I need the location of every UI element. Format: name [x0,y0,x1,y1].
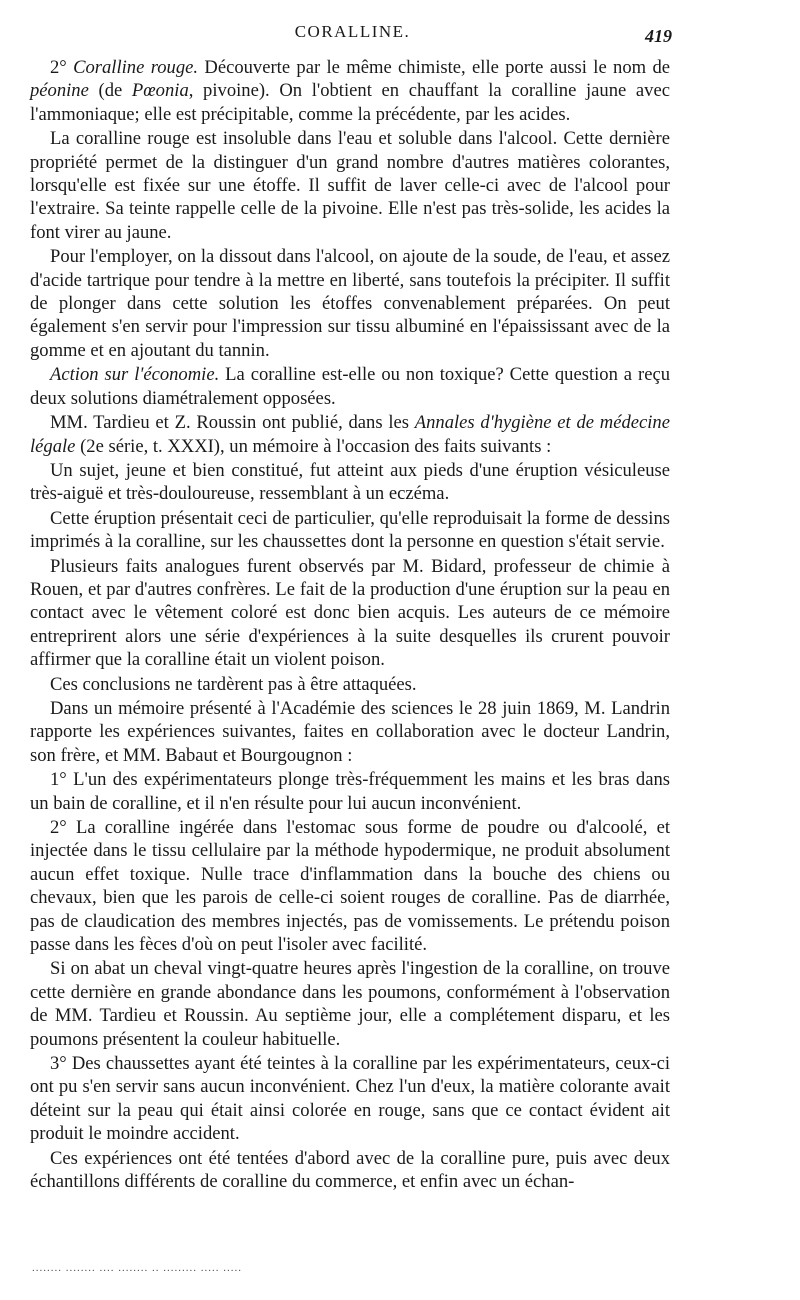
text-run: Cette éruption présentait ceci de particulier, qu'elle reproduisait la forme de dessins imprimés à la coralline, sur les chaussettes dont la personne en question s'était servie. [30,507,670,553]
paragraph [30,1147,670,1194]
footer-leader-dots: ........ ........ .... ........ .. ......... ..... ..... [32,1262,242,1274]
italic-text: Annales d'hygiène et de médecine légale [30,412,670,457]
italic-text: Coralline rouge. [73,57,199,78]
paragraph [30,245,670,362]
text-run: La coralline rouge est insoluble dans l'eau et soluble dans l'alcool. Cette dernière propriété permet de la distinguer d'un grand nombre d'autres matières colorantes, lorsqu'elle est fixée sur une étoffe. Il suffit de laver celle-ci avec de l'alcool pour l'extraire. Sa teinte rappelle celle de la pivoine. Elle n'est pas très-solide, les acides la font virer au jaune. [30,128,670,243]
italic-text: péonine [30,80,89,102]
text-run: (2e série, t. XXXI), un mémoire à l'occasion des faits suivants : [75,435,552,457]
text-run: Ces conclusions ne tardèrent pas à être attaquées. [50,673,417,695]
text-run: MM. Tardieu et Z. Roussin ont publié, dans les [50,412,415,434]
text-run: 2° [50,57,74,78]
text-run: 2° La coralline ingérée dans l'estomac sous forme de poudre ou d'alcoolé, et injectée dans le tissu cellulaire par la méthode hypodermique, ne produit absolument aucun effet toxique. Nulle trace d'inflammation dans la bouche des chiens ou chevaux, bien que les parois de celle-ci soient rouges de coralline. Pas de diarrhée, pas de claudication des membres injectés, pas de vomissements. Le prétendu poison passe dans les fèces d'où on peut l'isoler avec facilité. [30,817,670,956]
paragraph [30,957,670,1051]
italic-text: Pœonia [131,80,189,102]
italic-text: Action sur l'économie. [50,364,220,386]
paragraph [30,507,670,554]
text-run: Ces expériences ont été tentées d'abord avec de la coralline pure, puis avec deux échantillons différents de coralline du commerce, et enfin avec un échan- [30,1147,670,1193]
paragraph [30,1052,670,1146]
paragraph [30,555,670,672]
paragraph [30,411,670,458]
paragraph [30,816,670,956]
page-number: 419 [645,26,672,46]
text-run: Si on abat un cheval vingt-quatre heures après l'ingestion de la coralline, on trouve cette dernière en grande abondance dans les poumons, conformément à l'observation de MM. Tardieu et Roussin. Au septième jour, elle a complétement disparu, et les poumons présentent la couleur habituelle. [30,958,670,1050]
paragraph [30,697,670,767]
text-run: Plusieurs faits analogues furent observés par M. Bidard, professeur de chimie à Rouen, et par d'autres confrères. Le fait de la production d'une éruption sur la peau en contact avec le vêtement coloré est donc bien acquis. Les auteurs de ce mémoire entreprirent alors une série d'expériences à la suite desquelles ils crurent pouvoir affirmer que la coralline était un violent poison. [30,555,670,671]
paragraph [30,768,670,815]
paragraph [30,673,670,696]
text-run: (de [88,80,132,102]
paragraph [30,363,670,410]
running-head: CORALLINE. [294,22,411,41]
text-run: Découverte par le même chimiste, elle porte aussi le nom de [198,57,670,78]
paragraph [30,127,670,244]
text-run: La coralline est-elle ou non toxique? Cette question a reçu deux solutions diamétralement opposées. [30,364,671,409]
text-run: , pivoine). On l'obtient en chauffant la coralline jaune avec l'ammoniaque; elle est précipitable, comme la précédente, par les acides. [30,80,670,125]
text-run: Un sujet, jeune et bien constitué, fut atteint aux pieds d'une éruption vésiculeuse très-aiguë et très-douloureuse, ressemblant à un eczéma. [30,459,670,505]
body-text [30,56,670,1194]
text-run: Dans un mémoire présenté à l'Académie des sciences le 28 juin 1869, M. Landrin rapporte les expériences suivantes, faites en collaboration avec le docteur Landrin, son frère, et MM. Babaut et Bourgougnon : [30,697,670,766]
paragraph [30,459,670,506]
text-run: 3° Des chaussettes ayant été teintes à la coralline par les expérimentateurs, ceux-ci ont pu s'en servir sans aucun inconvénient. Chez l'un d'eux, la matière colorante avait déteint sur la peau qui était ainsi colorée en rouge, sans que ce contact évident ait produit le moindre accident. [30,1053,670,1145]
text-run: Pour l'employer, on la dissout dans l'alcool, on ajoute de la soude, de l'eau, et assez d'acide tartrique pour tendre à la mettre en liberté, sans toutefois la précipiter. Il suffit de plonger dans cette solution les étoffes convenablement préparées. On peut également s'en servir pour l'impression sur tissu albuminé en l'épaississant avec de la gomme et en ajoutant du tannin. [30,246,670,361]
paragraph [30,56,670,126]
text-run: 1° L'un des expérimentateurs plonge très-fréquemment les mains et les bras dans un bain de coralline, et il n'en résulte pour lui aucun inconvénient. [30,769,670,814]
